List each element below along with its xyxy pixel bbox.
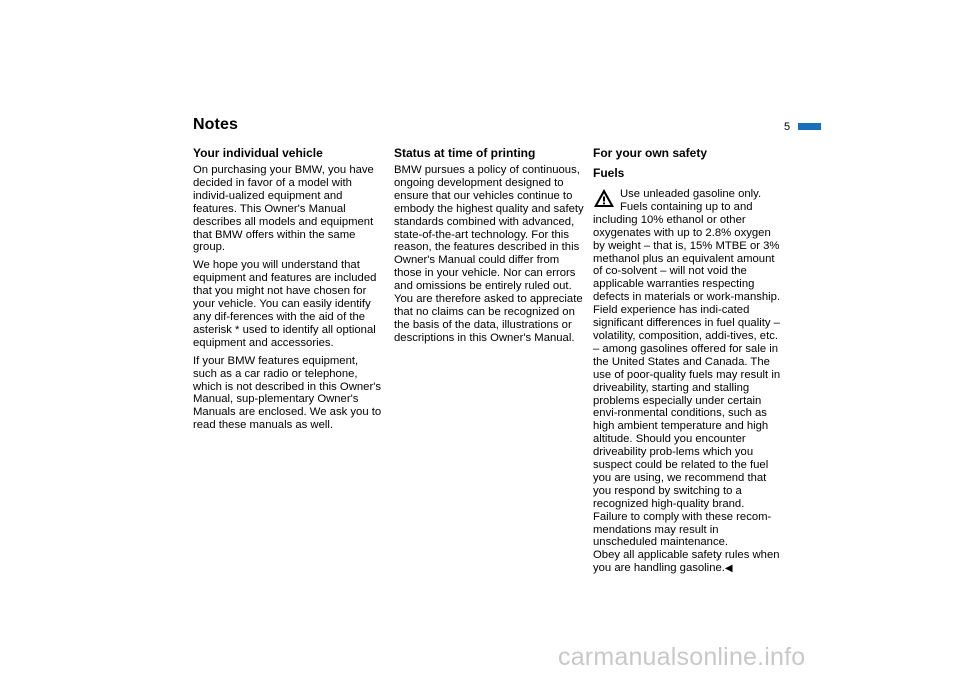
paragraph-fuels-warning	[593, 188, 785, 511]
column-status-printing	[394, 146, 586, 350]
paragraph-text: Obey all applicable safety rules when you are handling gasoline.	[593, 549, 780, 575]
warning-triangle-icon	[593, 188, 615, 208]
page-accent-bar	[798, 123, 821, 130]
paragraph: On purchasing your BMW, you have decided in favor of a model with individ-ualized equipment and features. This Owner's Manual describes all models and equipment that BMW offers within the same group.	[193, 164, 374, 254]
column-individual-vehicle	[193, 146, 385, 437]
paragraph	[593, 549, 785, 576]
section-heading: Status at time of printing	[394, 146, 536, 160]
page-number: 5	[784, 121, 791, 133]
paragraph-text: Use unleaded gasoline only. Fuels containing up to and including 10% ethanol or other oxygenates with up to 2.8% oxygen by weight – that is, 15% MTBE or 3% methanol plus an equivalent amount of co-solvent – will not void the applicable warranties respecting defects in materials or work-manship. Field experience has indi-cated significant differences in fuel quality – volatility, composition, addi-tives, etc. – among gasolines offered for sale in the United States and Canada. The use of poor-quality fuels may result in driveability, starting and stalling problems especially under certain envi-ronmental conditions, such as high ambient temperature and high altitude. Should you encounter driveability prob-lems which you suspect could be related to the fuel you are using, we recommend that you respond by switching to a recognized high-quality brand.	[593, 188, 781, 510]
paragraph: BMW pursues a policy of continuous, ongoing development designed to ensure that our vehicles continue to embody the highest quality and safety standards combined with advanced, state-of-the-art technology. For this reason, the features described in this Owner's Manual could differ from those in your vehicle. Nor can errors and omissions be entirely ruled out. You are therefore asked to appreciate that no claims can be recognized on the basis of the data, illustrations or descriptions in this Owner's Manual.	[394, 164, 584, 344]
paragraph: We hope you will understand that equipment and features are included that you might not have chosen for your vehicle. You can easily identify any dif-ferences with the aid of the asterisk * used to identify all optional equipment and accessories.	[193, 259, 377, 349]
column-own-safety	[593, 146, 785, 576]
section-subheading: Fuels	[593, 166, 625, 180]
section-heading: Your individual vehicle	[193, 146, 323, 160]
end-mark: ◀	[724, 563, 733, 575]
paragraph: If your BMW features equipment, such as a car radio or telephone, which is not described in this Owner's Manual, sup-plementary Owner's Manuals are enclosed. We ask you to read these manuals as well.	[193, 354, 382, 432]
footer-watermark: carmanualsonline.info	[558, 643, 806, 671]
section-heading: For your own safety	[593, 146, 708, 160]
page-title: Notes	[193, 116, 238, 133]
paragraph: Failure to comply with these recom-mendations may result in unscheduled maintenance.	[593, 510, 772, 549]
